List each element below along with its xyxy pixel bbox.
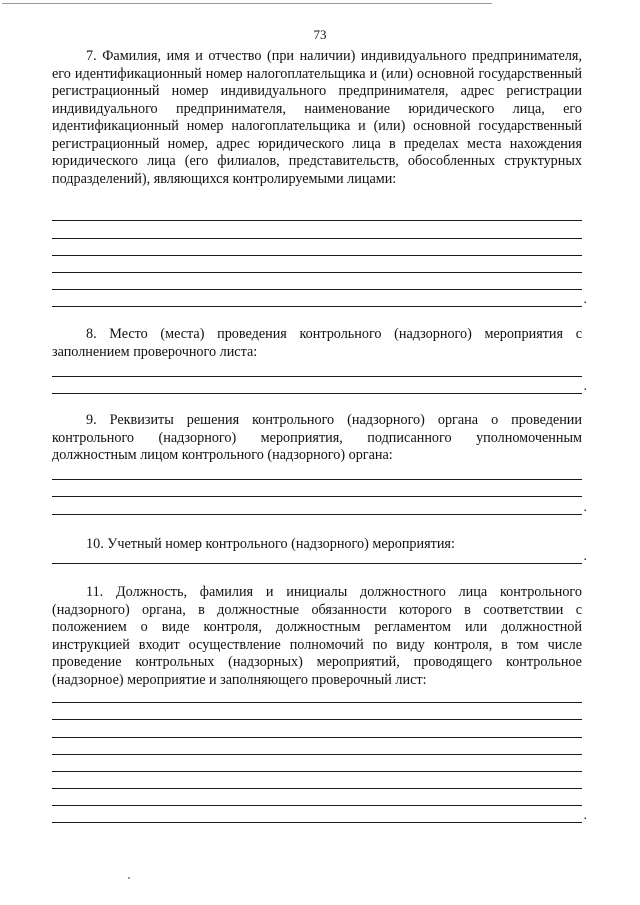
section-8-text: 8. Место (места) проведения контрольного (надзорного) мероприятия с заполнением проверочного листа:	[52, 326, 582, 360]
section-7-fill-line-1[interactable]	[52, 220, 582, 221]
section-11-text: 11. Должность, фамилия и инициалы должностного лица контрольного (надзорного) органа, в должностные обязанности которого в соответствии с положением о виде контроля, должностным регламентом или должностной инструкцией входит осуществление полномочий по виду контроля, в том числе проведение контрольных (надзорных) мероприятий, проводящего контрольное (надзорное) мероприятие и заполняющего проверочный лист:	[52, 584, 582, 688]
section-9	[52, 412, 582, 465]
section-8-fill-line-1[interactable]	[52, 376, 582, 377]
scan-speck	[128, 877, 130, 879]
section-10	[52, 536, 582, 554]
section-7-fill-line-3[interactable]	[52, 255, 582, 256]
section-10-fill-line-1[interactable]	[52, 563, 582, 564]
section-7-fill-line-6[interactable]	[52, 306, 582, 307]
section-11-fill-line-5[interactable]	[52, 771, 582, 772]
section-9-fill-line-1[interactable]	[52, 479, 582, 480]
section-11-fill-line-3[interactable]	[52, 737, 582, 738]
section-8-fill-line-2[interactable]	[52, 393, 582, 394]
section-9-fill-line-3[interactable]	[52, 514, 582, 515]
section-9-fill-line-2[interactable]	[52, 496, 582, 497]
section-11-fill-line-2[interactable]	[52, 719, 582, 720]
page-number: 73	[313, 27, 327, 42]
section-8	[52, 326, 582, 361]
section-11-fill-line-8[interactable]	[52, 822, 582, 823]
section-11-fill-line-1[interactable]	[52, 702, 582, 703]
section-7	[52, 48, 582, 188]
section-10-text: 10. Учетный номер контрольного (надзорного) мероприятия:	[86, 536, 455, 552]
section-11-fill-line-7[interactable]	[52, 805, 582, 806]
section-7-fill-line-5[interactable]	[52, 289, 582, 290]
section-7-fill-line-4[interactable]	[52, 272, 582, 273]
scan-edge-line	[2, 3, 492, 4]
section-9-text: 9. Реквизиты решения контрольного (надзорного) органа о проведении контрольного (надзорного) мероприятия, подписанного уполномоченным должностным лицом контрольного (надзорного) органа:	[52, 412, 582, 463]
section-7-text: 7. Фамилия, имя и отчество (при наличии) индивидуального предпринимателя, его идентификационный номер налогоплательщика и (или) основной государственный регистрационный номер индивидуального предпринимателя, адрес регистрации индивидуального предпринимателя, наименование юридического лица, его идентификационный номер налогоплательщика и (или) основной государственный регистрационный номер, адрес юридического лица в пределах места нахождения юридического лица (его филиалов, представительств, обособленных структурных подразделений), являющихся контролируемыми лицами:	[52, 48, 582, 187]
section-11	[52, 584, 582, 689]
section-7-fill-line-2[interactable]	[52, 238, 582, 239]
section-11-fill-line-4[interactable]	[52, 754, 582, 755]
section-11-fill-line-6[interactable]	[52, 788, 582, 789]
